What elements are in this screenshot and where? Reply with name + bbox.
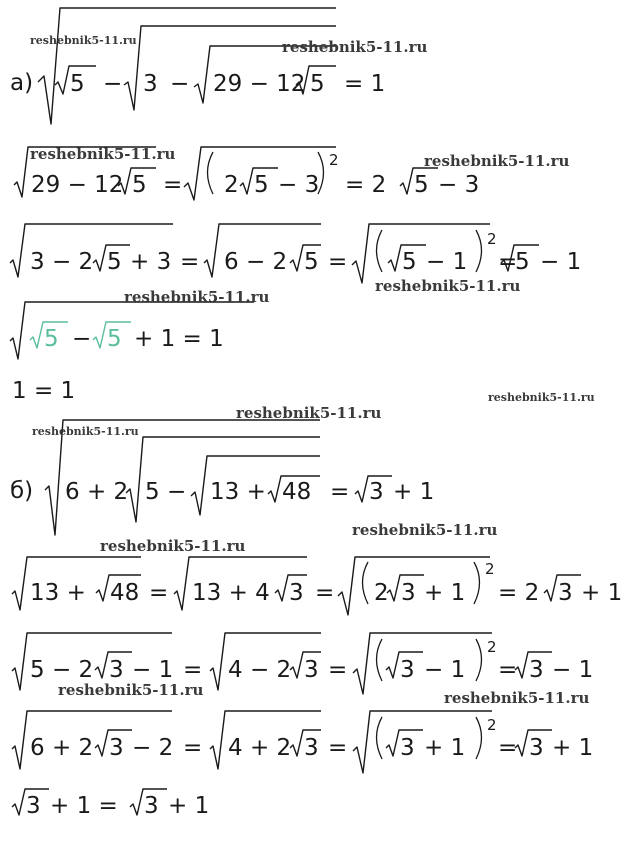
b1-plus1b: + 1	[581, 580, 623, 606]
b1-left: 13 +	[30, 580, 86, 606]
paren-open-a1	[208, 152, 214, 194]
watermark-13: reshebnik5-11.ru	[444, 689, 590, 707]
watermark-4: reshebnik5-11.ru	[424, 152, 570, 170]
b1-eq2: =	[315, 580, 335, 606]
b3-left-3: 3	[109, 735, 124, 761]
a2-end-5: 5	[515, 249, 530, 275]
a2-minus1: − 1	[426, 249, 468, 275]
a2-right-5: 5	[402, 249, 417, 275]
b2-eq1: =	[183, 657, 203, 683]
b-equals: =	[330, 479, 350, 505]
watermark-10: reshebnik5-11.ru	[352, 521, 498, 539]
a2-left-5: 5	[107, 249, 122, 275]
b2-left-3: 3	[109, 657, 124, 683]
a2-mid: 6 − 2	[224, 249, 288, 275]
a2-mid-5: 5	[304, 249, 319, 275]
a2-eq2: =	[328, 249, 348, 275]
a2-pow: 2	[487, 230, 497, 248]
watermark-3: reshebnik5-11.ru	[30, 145, 176, 163]
b4-right-3: 3	[144, 793, 159, 819]
b3-eq2: =	[328, 735, 348, 761]
a-sqrt5-radicand: 5	[70, 71, 85, 97]
label-part-b: б)	[10, 478, 34, 504]
a1-pow: 2	[329, 151, 339, 169]
b1-left-48: 48	[110, 580, 140, 606]
b1-pow: 2	[485, 560, 495, 578]
watermark-9: reshebnik5-11.ru	[32, 425, 139, 438]
watermark-5: reshebnik5-11.ru	[124, 288, 270, 306]
b2-eq2: =	[328, 657, 348, 683]
a-radicand-3: 3	[143, 71, 158, 97]
b1-mid: 13 + 4	[192, 580, 270, 606]
b3-plus1: + 1	[424, 735, 466, 761]
radical-b2-right	[353, 633, 492, 694]
b2-mm1: − 1	[424, 657, 466, 683]
a-minus-1: −	[103, 71, 123, 97]
watermark-1: reshebnik5-11.ru	[30, 34, 137, 47]
paren-open-a2	[377, 230, 383, 272]
b2-in-3: 3	[400, 657, 415, 683]
b2-left: 5 − 2	[30, 657, 94, 683]
a1-eq2: = 2	[345, 172, 387, 198]
paren-close-b3	[476, 717, 482, 759]
a2-minus1b: − 1	[540, 249, 582, 275]
a3-green-5-left: 5	[44, 326, 59, 352]
paren-close-b1	[474, 562, 480, 604]
b3-minus2: − 2	[132, 735, 174, 761]
b3-end-p1: + 1	[552, 735, 594, 761]
b2-mid: 4 − 2	[228, 657, 292, 683]
b3-mid: 4 + 2	[228, 735, 292, 761]
b3-end-3: 3	[529, 735, 544, 761]
b2-pow: 2	[487, 638, 497, 656]
b-radicand-48: 48	[282, 479, 312, 505]
b4-left-3: 3	[26, 793, 41, 819]
b2-end-3: 3	[529, 657, 544, 683]
b3-eq1: =	[183, 735, 203, 761]
a1-left-5: 5	[132, 172, 147, 198]
paren-close-b2	[476, 639, 482, 681]
b1-in-2: 2	[374, 580, 389, 606]
b3-in-3: 3	[400, 735, 415, 761]
a1-eq1: =	[163, 172, 183, 198]
b-radicand-13: 13 +	[210, 479, 266, 505]
b4-mid: + 1 =	[50, 793, 118, 819]
a-radicand-5: 5	[310, 71, 325, 97]
label-part-a: а)	[10, 70, 34, 96]
watermark-12: reshebnik5-11.ru	[58, 681, 204, 699]
b-radicand-5: 5 −	[145, 479, 187, 505]
b-end-plus1: + 1	[393, 479, 435, 505]
a-minus-2: −	[170, 71, 190, 97]
b1-eq3: = 2	[498, 580, 540, 606]
paren-open-b1	[363, 562, 369, 604]
a-equals-1: = 1	[344, 71, 386, 97]
a1-right-5: 5	[414, 172, 429, 198]
b3-mid-3: 3	[304, 735, 319, 761]
a3-minus: −	[72, 326, 92, 352]
b2-eq3: =	[498, 657, 518, 683]
a1-inner-5: 5	[254, 172, 269, 198]
a1-inner-2: 2	[224, 172, 239, 198]
a1-left: 29 − 12	[31, 172, 124, 198]
paren-close-a2	[476, 230, 482, 272]
b-radicand-6: 6 + 2	[65, 479, 129, 505]
a2-eq3: =	[498, 249, 518, 275]
a2-plus3: + 3	[130, 249, 172, 275]
b1-mid-3: 3	[289, 580, 304, 606]
b2-end-m1: − 1	[552, 657, 594, 683]
watermark-7: reshebnik5-11.ru	[488, 391, 595, 404]
b2-mid-3: 3	[304, 657, 319, 683]
watermark-11: reshebnik5-11.ru	[100, 537, 246, 555]
a2-left: 3 − 2	[30, 249, 94, 275]
a3-green-5-right: 5	[107, 326, 122, 352]
b4-end: + 1	[168, 793, 210, 819]
b3-left: 6 + 2	[30, 735, 94, 761]
b2-minus1: − 1	[132, 657, 174, 683]
watermark-8: reshebnik5-11.ru	[236, 404, 382, 422]
radical-b3-right	[353, 711, 492, 773]
b1-in-3: 3	[401, 580, 416, 606]
a-radicand-29: 29 − 12	[213, 71, 306, 97]
a-result: 1 = 1	[12, 378, 76, 404]
watermark-2: reshebnik5-11.ru	[282, 38, 428, 56]
watermark-6: reshebnik5-11.ru	[375, 277, 521, 295]
b1-end-3: 3	[558, 580, 573, 606]
radical-a2-right	[352, 224, 490, 283]
a3-plus1: + 1 = 1	[134, 326, 224, 352]
b1-eq1: =	[149, 580, 169, 606]
b-end-3: 3	[369, 479, 384, 505]
paren-open-b3	[377, 717, 383, 759]
b3-eq3: =	[498, 735, 518, 761]
b1-plus1: + 1	[424, 580, 466, 606]
a1-minus3b: − 3	[438, 172, 480, 198]
b3-pow: 2	[487, 716, 497, 734]
a1-minus3: − 3	[278, 172, 320, 198]
a2-eq1: =	[180, 249, 200, 275]
paren-open-b2	[377, 639, 383, 681]
